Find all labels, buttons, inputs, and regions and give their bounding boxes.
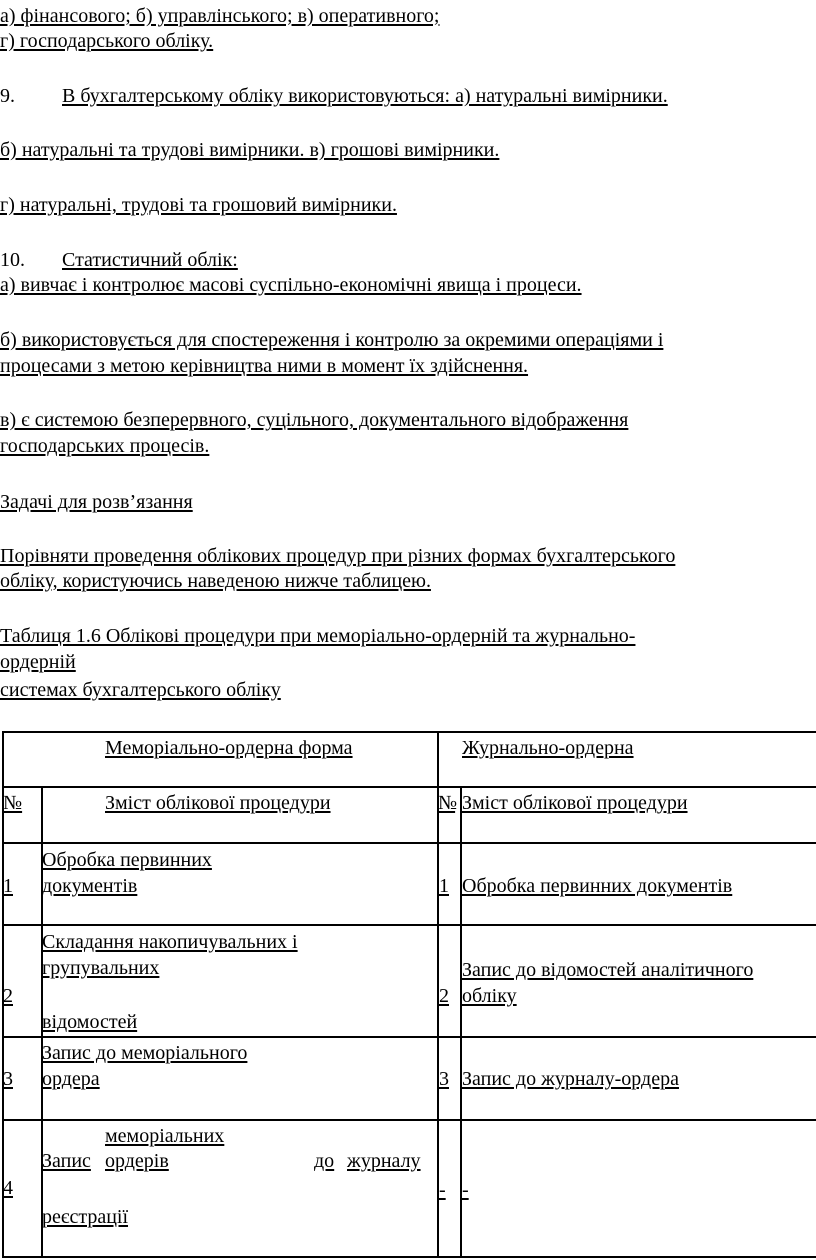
cell-text: Обробка первинних: [42, 849, 212, 871]
answer: в) є системою безперервного, суцільного, документального відображення: [0, 409, 629, 431]
question-10: Статистичний облік:: [62, 249, 238, 271]
header-number: №: [3, 792, 23, 814]
cell-text: Запис до відомостей аналітичного: [462, 959, 754, 981]
cell-text: до: [314, 1150, 335, 1172]
answer: г) натуральні, трудові та грошовий вимірники.: [0, 194, 397, 216]
paragraph: а) фінансового; б) управлінського; в) оперативного;: [0, 5, 440, 27]
question-number: 10.: [0, 249, 25, 271]
header-number: №: [438, 792, 456, 814]
row-number: 2: [439, 985, 449, 1007]
cell-text: ордерів: [105, 1150, 169, 1172]
row-number: 4: [3, 1177, 13, 1199]
cell-text: Запис: [42, 1150, 91, 1172]
cell-text: групувальних: [42, 957, 160, 979]
cell-text: ордера: [42, 1068, 100, 1090]
header-content: Зміст облікової процедури: [105, 792, 331, 814]
question-number: 9.: [0, 85, 15, 107]
answer: процесами з метою керівництва ними в момент їх здійснення.: [0, 355, 529, 377]
cell-text: реєстрації: [42, 1206, 129, 1228]
section-heading: Задачі для розв’язання: [0, 491, 193, 513]
answer: б) використовується для спостереження і контролю за окремими операціями і: [0, 329, 664, 351]
task: обліку, користуючись наведеною нижче таблицею.: [0, 570, 431, 592]
task: Порівняти проведення облікових процедур при різних формах бухгалтерського: [0, 545, 676, 567]
header-journal-order: Журнально-ордерна: [462, 737, 634, 759]
table-caption: Таблиця 1.6 Облікові процедури при меморіально-ордерній та журнально-: [0, 625, 636, 647]
row-number: 2: [3, 985, 13, 1007]
row-number: -: [439, 1179, 446, 1201]
question-9: В бухгалтерському обліку використовуються: а) натуральні вимірники.: [62, 85, 668, 107]
cell-text: Складання накопичувальних і: [42, 931, 298, 953]
answer: господарських процесів.: [0, 435, 210, 457]
header-content: Зміст облікової процедури: [462, 792, 688, 814]
cell-text: Запис до журналу-ордера: [462, 1068, 679, 1090]
row-number: 3: [439, 1068, 449, 1090]
table-caption: ордерній: [0, 651, 76, 673]
cell-text: документів: [42, 875, 138, 897]
answer: а) вивчає і контролює масові суспільно-економічні явища і процеси.: [0, 274, 582, 296]
row-number: 1: [439, 875, 449, 897]
answer: б) натуральні та трудові вимірники. в) грошові вимірники.: [0, 139, 500, 161]
cell-text: журналу: [347, 1150, 421, 1172]
cell-text: Запис до меморіального: [42, 1042, 248, 1064]
cell-text: обліку: [462, 985, 517, 1007]
header-memorial-order: Меморіально-ордерна форма: [105, 737, 353, 759]
row-number: 1: [3, 875, 13, 897]
table-caption: системах бухгалтерського обліку: [0, 679, 281, 701]
row-number: 3: [3, 1068, 13, 1090]
cell-text: -: [462, 1179, 469, 1201]
cell-text: Обробка первинних документів: [462, 875, 733, 897]
cell-text: меморіальних: [105, 1125, 225, 1147]
cell-text: відомостей: [42, 1011, 138, 1033]
paragraph: г) господарського обліку.: [0, 30, 214, 52]
